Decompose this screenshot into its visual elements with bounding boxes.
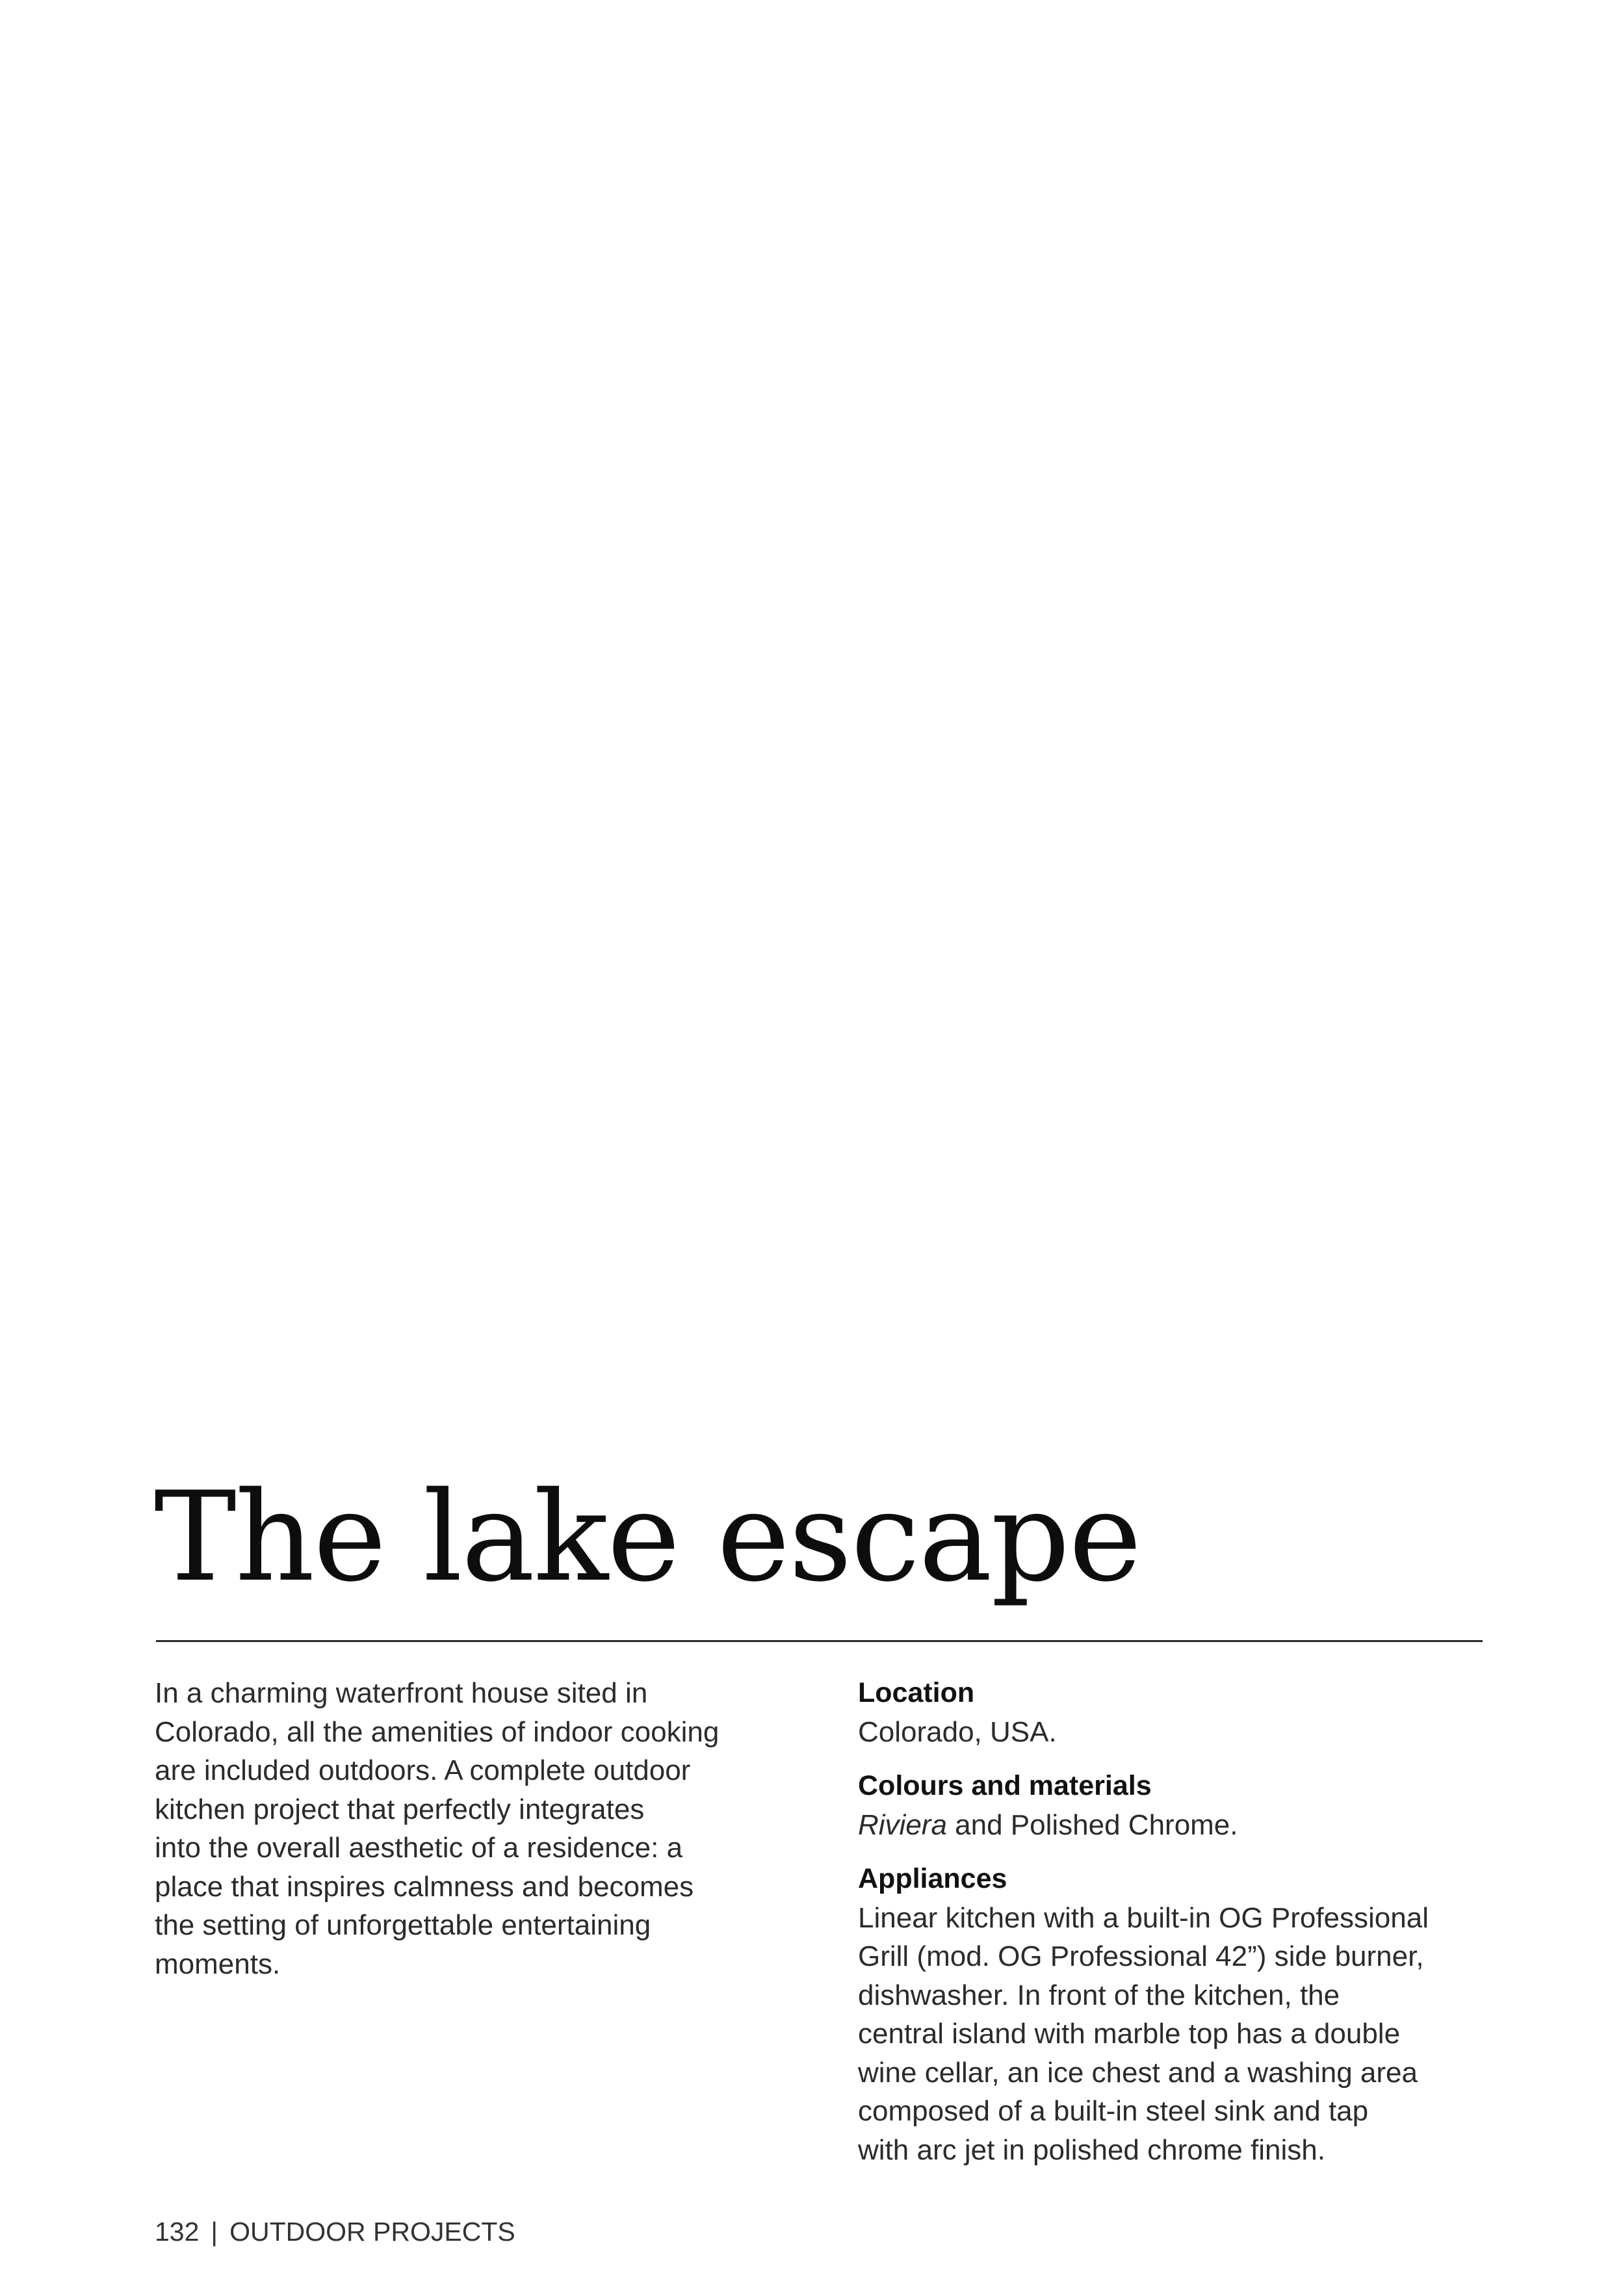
appliances-block — [858, 1860, 1485, 2169]
materials-label: Colours and materials — [858, 1770, 1152, 1801]
footer-separator: | — [211, 2217, 218, 2247]
page-number: 132 — [155, 2217, 200, 2247]
location-value: Colorado, USA. — [858, 1715, 1057, 1748]
materials-value — [858, 1806, 1485, 1845]
materials-italic: Riviera — [858, 1808, 947, 1841]
materials-rest: and Polished Chrome. — [946, 1808, 1238, 1841]
project-details — [858, 1674, 1485, 2185]
intro-paragraph: In a charming waterfront house sited in Colorado, all the amenities of indoor cooking are included outdoors. A complete outdoor kitchen project that perfectly integrates into the overall aesthetic of a residence: a place that inspires calmness and becomes the setting of unforgettable entertaining moments. — [155, 1677, 720, 1980]
location-label: Location — [858, 1677, 975, 1708]
materials-block — [858, 1767, 1485, 1844]
appliances-label: Appliances — [858, 1863, 1007, 1894]
title-divider — [156, 1640, 1483, 1642]
location-block — [858, 1674, 1485, 1751]
section-name: OUTDOOR PROJECTS — [229, 2217, 515, 2247]
page-footer — [155, 2215, 515, 2248]
page-title: The lake escape — [154, 1465, 1141, 1609]
appliances-value: Linear kitchen with a built-in OG Professional Grill (mod. OG Professional 42”) side burner, dishwasher. In front of the kitchen, the central island with marble top has a double wine cellar, an ice chest and a washing area composed of a built-in steel sink and tap with arc jet in polished chrome finish. — [858, 1901, 1429, 2166]
